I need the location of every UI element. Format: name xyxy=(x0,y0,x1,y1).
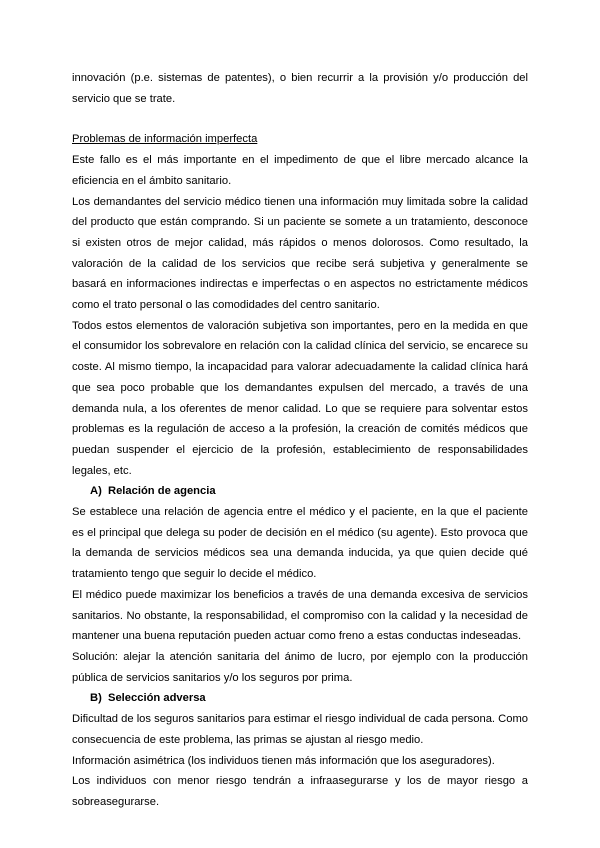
intro-paragraph: innovación (p.e. sistemas de patentes), o bien recurrir a la provisión y/o producción del servicio que se trate. xyxy=(72,72,528,105)
body-paragraph: Los demandantes del servicio médico tienen una información muy limitada sobre la calidad del producto que están comprando. Si un paciente se somete a un tratamiento, desconoce si existen otros de mejor calidad, más rápidos o menos dolorosos. Como resultado, la valoración de la calidad de los servicios que recibe será subjetiva y generalmente se basará en informaciones indirectas e imperfectas o en aspectos no estrictamente médicos como el trato personal o las comodidades del centro sanitario. xyxy=(72,195,528,312)
subsection-b-paragraph: Información asimétrica (los individuos tienen más información que los aseguradores). xyxy=(72,754,495,767)
body-paragraph: Este fallo es el más importante en el impedimento de que el libre mercado alcance la eficiencia en el ámbito sanitario. xyxy=(72,154,528,187)
subsection-a-heading xyxy=(72,481,528,502)
section-title: Problemas de información imperfecta xyxy=(72,133,258,146)
subsection-a-paragraph: Solución: alejar la atención sanitaria del ánimo de lucro, por ejemplo con la producción pública de servicios sanitarios y/o los seguros por prima. xyxy=(72,650,528,684)
subsection-a-paragraph: Se establece una relación de agencia entre el médico y el paciente, en la que el paciente es el principal que delega su poder de decisión en el médico (su agente). Esto provoca que la demanda de servicios médicos sea una demanda inducida, ya que quien decide qué tratamiento tengo que seguir lo decide el médico. xyxy=(72,506,528,581)
subsection-a-title: Relación de agencia xyxy=(108,485,216,498)
paragraph-spacer xyxy=(72,109,528,129)
subsection-b-heading xyxy=(72,688,528,709)
subsection-b-letter: B) xyxy=(90,692,102,705)
subsection-a-paragraph: El médico puede maximizar los beneficios a través de una demanda excesiva de servicios sanitarios. No obstante, la responsabilidad, el compromiso con la calidad y la necesidad de mantener una buena reputación pueden actuar como freno a estas conductas indeseadas. xyxy=(72,588,528,643)
subsection-b-title: Selección adversa xyxy=(108,692,206,705)
subsection-a-letter: A) xyxy=(90,485,102,498)
subsection-b-paragraph: Dificultad de los seguros sanitarios para estimar el riesgo individual de cada persona. Como consecuencia de este problema, las primas se ajustan al riesgo medio. xyxy=(72,713,528,746)
subsection-b-paragraph: Los individuos con menor riesgo tendrán a infraasegurarse y los de mayor riesgo a sobreasegurarse. xyxy=(72,775,528,808)
document-page xyxy=(72,68,528,813)
body-paragraph: Todos estos elementos de valoración subjetiva son importantes, pero en la medida en que el consumidor los sobrevalore en relación con la calidad clínica del servicio, se encarece su coste. Al mismo tiempo, la incapacidad para valorar adecuadamente la calidad clínica hará que sea poco probable que los demandantes expulsen del mercado, a través de una demanda nula, a los oferentes de menor calidad. Lo que se requiere para solventar estos problemas es la regulación de acceso a la profesión, la creación de comités médicos que puedan suspender el ejercicio de la profesión, establecimiento de responsabilidades legales, etc. xyxy=(72,319,528,477)
